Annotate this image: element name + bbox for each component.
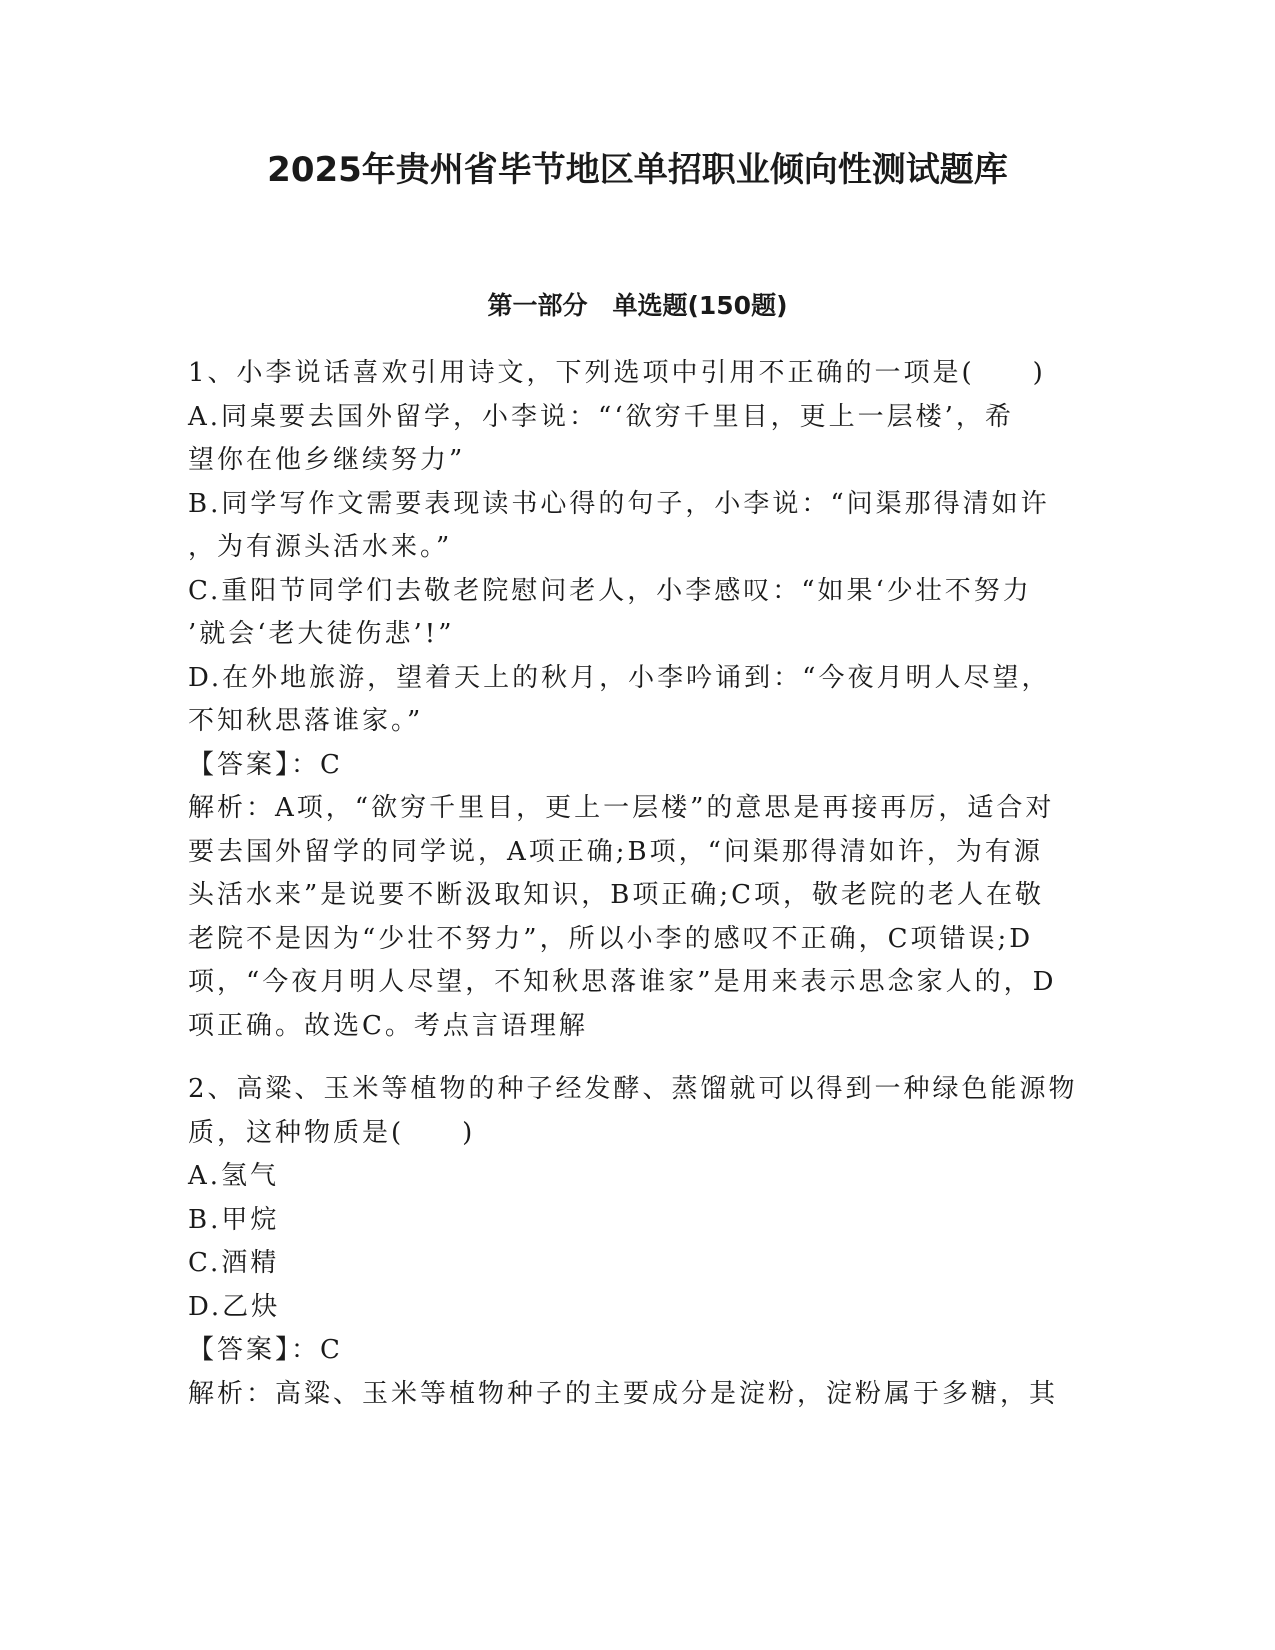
option-line: B.同学写作文需要表现读书心得的句子，小李说：“问渠那得清如许: [188, 488, 1050, 519]
option-d: [188, 657, 1088, 744]
option-line: ’就会‘老大徒伤悲’!”: [188, 619, 455, 649]
analysis: [188, 1373, 1088, 1417]
question-2: [188, 1068, 1088, 1416]
option-b: B.甲烷: [188, 1204, 280, 1235]
analysis: [188, 787, 1088, 1048]
option-line: 望你在他乡继续努力”: [188, 445, 466, 475]
document-title: 2025年贵州省毕节地区单招职业倾向性测试题库: [267, 150, 1008, 190]
option-line: D.在外地旅游，望着天上的秋月，小李吟诵到：“今夜月明人尽望，: [188, 662, 1051, 693]
option-line: ，为有源头活水来。”: [188, 532, 453, 562]
question-stem-line: 质，这种物质是( ): [188, 1117, 476, 1148]
option-line: 不知秋思落谁家。”: [188, 706, 424, 736]
document-body: [188, 352, 1088, 1416]
analysis-line: 老院不是因为“少壮不努力”，所以小李的感叹不正确，C项错误;D: [188, 923, 1034, 954]
answer-label: 【答案】：C: [188, 749, 343, 780]
question-stem-line: 2、高粱、玉米等植物的种子经发酵、蒸馏就可以得到一种绿色能源物: [188, 1074, 1078, 1104]
option-d: D.乙炔: [188, 1291, 281, 1322]
option-a: A.氢气: [188, 1161, 280, 1191]
question-1: [188, 352, 1088, 1048]
question-stem-line: 1、小李说话喜欢引用诗文，下列选项中引用不正确的一项是( ): [188, 358, 1046, 388]
question-spacer: [188, 1048, 1088, 1068]
analysis-line: 要去国外留学的同学说，A项正确;B项，“问渠那得清如许，为有源: [188, 836, 1043, 867]
option-line: A.同桌要去国外留学，小李说：“‘欲穷千里目，更上一层楼’，希: [188, 401, 1014, 432]
analysis-line: 解析：A项，“欲穷千里目，更上一层楼”的意思是再接再厉，适合对: [188, 793, 1055, 823]
analysis-line: 项，“今夜月明人尽望，不知秋思落谁家”是用来表示思念家人的，D: [188, 967, 1057, 997]
analysis-line: 项正确。故选C。考点言语理解: [188, 1010, 588, 1041]
option-a: [188, 396, 1088, 483]
analysis-line: 头活水来”是说要不断汲取知识，B项正确;C项，敬老院的老人在敬: [188, 880, 1045, 910]
analysis-line: 解析：高粱、玉米等植物种子的主要成分是淀粉，淀粉属于多糖，其: [188, 1378, 1059, 1409]
option-c: C.酒精: [188, 1248, 280, 1278]
option-b: [188, 483, 1088, 570]
option-line: C.重阳节同学们去敬老院慰问老人，小李感叹：“如果‘少壮不努力: [188, 575, 1032, 606]
section-heading: 第一部分 单选题(150题): [487, 291, 788, 320]
answer-label: 【答案】：C: [188, 1335, 343, 1365]
option-c: [188, 570, 1088, 657]
